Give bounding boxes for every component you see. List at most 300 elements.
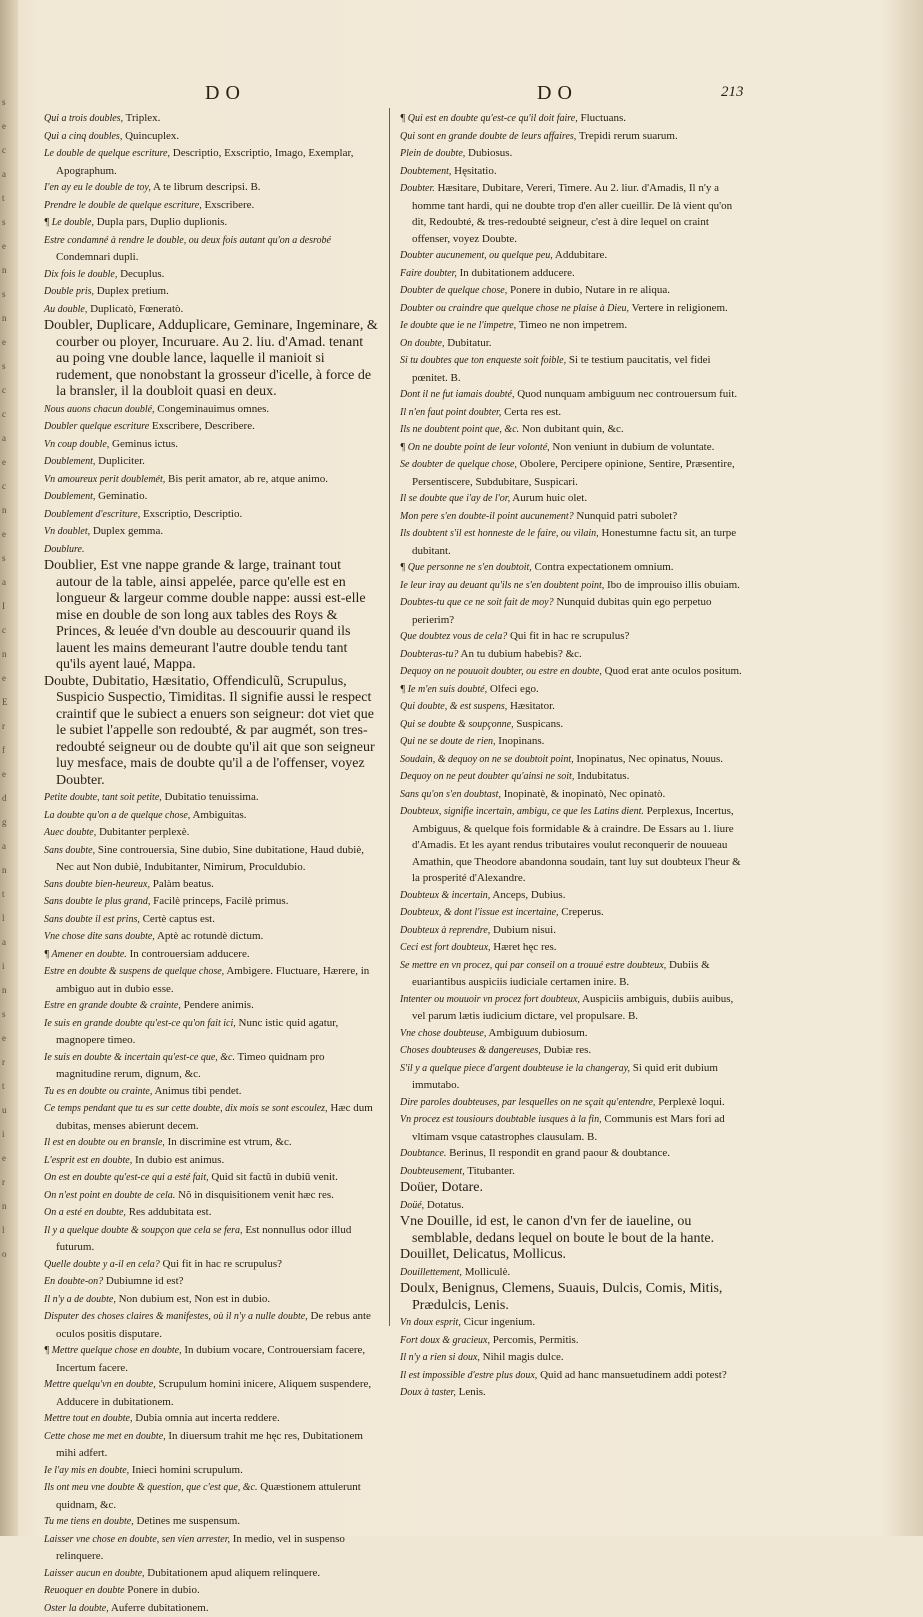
dictionary-entry [400,559,748,577]
entry-latin: Nunc istic quid agatur, magnopere timeo. [56,1017,338,1047]
entry-french: Plein de doubte, [400,148,465,159]
entry-french: Il est en doubte ou en bransle, [44,1137,165,1148]
entry-latin: Pendere animis. [184,999,254,1011]
entry-french: En doubte-on? [44,1276,103,1287]
entry-latin: Ibo de improuiso illis obuiam. [607,579,740,591]
margin-fragment: s [2,546,18,570]
entry-french: Il n'y a rien si doux, [400,1352,480,1363]
margin-fragment: n [2,258,18,282]
entry-french: Doüé, [400,1200,424,1211]
margin-fragment: e [2,330,18,354]
entry-french: Doubteux & incertain, [400,890,490,901]
entry-french: Ils ont meu vne doubte & question, que c'est que, &c. [44,1482,257,1493]
entry-latin: Ambiguitas. [192,809,246,821]
entry-french: Dire paroles doubteuses, par lesquelles on ne sçait qu'entendre, [400,1097,655,1108]
entry-latin: Ambiguum dubiosum. [489,1027,588,1039]
entry-french: ¶ Que personne ne s'en doubtoit, [400,562,532,573]
entry-latin: Qui fit in hac re scrupulus? [163,1258,282,1270]
entry-french: ¶ Ie m'en suis doubté, [400,684,487,695]
margin-fragment: r [2,714,18,738]
margin-fragment: e [2,1026,18,1050]
dictionary-entry [400,887,748,905]
dictionary-entry [400,803,748,887]
entry-latin: Bis perit amator, ab re, atque animo. [168,473,328,485]
entry-latin: Timeo ne non impetrem. [519,319,627,331]
margin-fragment: a [2,426,18,450]
entry-latin: Obolere, Percipere opinione, Sentire, Præsentire, Persentiscere, Subdubitare, Suspicari. [412,458,735,488]
entry-french: Il n'en faut point doubter, [400,407,501,418]
entry-french: Quelle doubte y a-il en cela? [44,1259,160,1270]
entry-latin: In dubitationem adducere. [460,267,575,279]
entry-french: La doubte qu'on a de quelque chose, [44,810,190,821]
entry-french: Il se doubte que i'ay de l'or, [400,493,510,504]
entry-french: Auec doubte, [44,827,96,838]
entry-latin: Inopinans. [498,735,544,747]
entry-french: Petite doubte, tant soit petite, [44,792,162,803]
entry-french: Sans qu'on s'en doubtast, [400,789,501,800]
entry-latin: Exscriptio, Descriptio. [143,508,242,520]
dictionary-entry [44,807,379,825]
dictionary-entry [44,928,379,946]
entry-latin: Non veniunt in dubium de voluntate. [552,441,714,453]
dictionary-entry [44,1582,379,1600]
entry-french: Doublure. [44,544,84,555]
margin-fragment: e [2,450,18,474]
entry-latin: Dubia omnia aut incerta reddere. [135,1412,279,1424]
entry-french: Estre en grande doubte & crainte, [44,1000,181,1011]
entry-french: Sans doubte il est prins, [44,914,140,925]
margin-fragment: c [2,474,18,498]
entry-latin: Hæret hęc res. [493,941,556,953]
entry-french: Doublement, [44,491,95,502]
entry-french: Sans doubte le plus grand, [44,896,150,907]
entry-latin: Ponere in dubio. [127,1584,199,1596]
entry-latin: Si quid erit dubium immutabo. [412,1062,718,1092]
entry-latin: Indubitatus. [577,770,629,782]
dictionary-entry [44,824,379,842]
running-head-left: DO [205,82,246,105]
entry-french: Doubteras-tu? [400,649,458,660]
dictionary-entry [400,456,748,490]
entry-french: Dequoy on ne peut doubter qu'ainsi ne soit, [400,771,574,782]
entry-latin: Geminus ictus. [112,438,178,450]
entry-latin: Ambigere. Fluctuare, Hærere, in ambiguo aut in dubio esse. [56,965,369,995]
margin-fragment: n [2,498,18,522]
margin-fragment: e [2,1146,18,1170]
dictionary-entry [44,1428,379,1462]
dictionary-entry [400,1332,748,1350]
dictionary-column-right [400,110,748,1325]
dictionary-entry [400,439,748,457]
dictionary-entry [400,404,748,422]
entry-latin: Dubiæ res. [543,1044,591,1056]
margin-fragment: u [2,1098,18,1122]
dictionary-entry [400,1060,748,1094]
dictionary-entry [400,110,748,128]
entry-french: Tu es en doubte ou crainte, [44,1086,152,1097]
entry-latin: Nunquid dubitas quin ego perpetuo perierim? [412,596,712,626]
margin-fragment: r [2,1050,18,1074]
entry-latin: Nõ in disquisitionem venit hæc res. [178,1189,334,1201]
margin-fragment: s [2,354,18,378]
entry-french: Laisser vne chose en doubte, sen vien arrester, [44,1534,230,1545]
entry-french: Dequoy on ne pouuoit doubter, ou estre en doubte, [400,666,602,677]
dictionary-entry [400,1264,748,1282]
entry-latin: In discrimine est vtrum, &c. [168,1136,292,1148]
entry-latin: Duplicatò, Fœneratò. [90,303,183,315]
dictionary-entry [400,282,748,300]
entry-latin: Exscribere. [204,199,254,211]
entry-french: Vn coup double, [44,439,109,450]
entry-french: Qui sont en grande doubte de leurs affaires, [400,131,576,142]
margin-fragment: s [2,210,18,234]
entry-french: ¶ Amener en doubte. [44,949,127,960]
dictionary-entry [400,681,748,699]
entry-french: Fort doux & gracieux, [400,1335,490,1346]
margin-fragment: i [2,1122,18,1146]
dictionary-entry [400,698,748,716]
entry-latin: Duplex gemma. [93,525,163,537]
dictionary-entry [44,997,379,1015]
dictionary-entry [400,508,748,526]
entry-latin: Quincuplex. [125,130,179,142]
dictionary-entry [44,266,379,284]
dictionary-entry [400,1025,748,1043]
entry-french: Doubtement, [400,166,451,177]
dictionary-entry [44,1565,379,1583]
entry-french: Il est impossible d'estre plus doux, [400,1370,537,1381]
dictionary-entry [44,1204,379,1222]
dictionary-entry [400,421,748,439]
margin-fragment: a [2,930,18,954]
margin-fragment: a [2,570,18,594]
dictionary-entry [44,1187,379,1205]
dictionary-entry [44,893,379,911]
entry-french: Dont il ne fut iamais doubté, [400,389,514,400]
entry-french: Douillettement, [400,1267,462,1278]
entry-french: Ie suis en doubte & incertain qu'est-ce que, &c. [44,1052,235,1063]
entry-french: Doubter aucunement, ou quelque peu, [400,250,553,261]
dictionary-entry [400,247,748,265]
entry-french: I'en ay eu le double de toy, [44,182,151,193]
dictionary-entry [44,453,379,471]
margin-fragment: r [2,1170,18,1194]
entry-french: Doubteux, & dont l'issue est incertaine, [400,907,559,918]
dictionary-entry [400,317,748,335]
dictionary-entry [400,751,748,769]
entry-latin: Condemnari dupli. [56,251,139,263]
margin-fragment: t [2,186,18,210]
entry-latin: Perplexus, Incertus, Ambiguus, & quelque fois formidable & à craindre. De Essars au 1. liure d'Amadis. Et les ayant rendus tributaires voulut reconquerir de nouueau Amathin, que Theodore abandonna soudain, tant luy sut doubteux l'heur & la prosperité d'Alexandre. [412,805,741,884]
entry-french: L'esprit est en doubte, [44,1155,132,1166]
entry-french: Vn doublet, [44,526,90,537]
dictionary-entry [44,471,379,489]
entry-french: Vn procez est tousiours doubtable iusques à la fin, [400,1114,602,1125]
dictionary-entry [44,789,379,807]
dictionary-entry [44,418,379,436]
entry-french: Que doubtez vous de cela? [400,631,507,642]
dictionary-entry [400,1094,748,1112]
margin-fragment: o [2,1242,18,1266]
dictionary-entry [400,663,748,681]
entry-latin: Timeo quidnam pro magnitudine rerum, dignum, &c. [56,1051,325,1081]
dictionary-entry [44,946,379,964]
entry-french: Sans doubte, [44,845,95,856]
entry-latin: Titubanter. [467,1165,515,1177]
margin-fragment: a [2,162,18,186]
dictionary-entry [400,1180,748,1197]
entry-french: Sans doubte bien-heureux, [44,879,150,890]
entry-french: Vne chose doubteuse, [400,1028,486,1039]
entry-latin: An tu dubium habebis? &c. [461,648,582,660]
margin-fragment: E [2,690,18,714]
dictionary-entry [400,128,748,146]
entry-french: Doubter de quelque chose, [400,285,507,296]
entry-latin: Inieci homini scrupulum. [132,1464,243,1476]
dictionary-entry [44,842,379,876]
dictionary-entry [400,1145,748,1163]
entry-french: Doubteux à reprendre, [400,925,490,936]
entry-french: Ie leur iray au deuant qu'ils ne s'en doubtent point, [400,580,604,591]
entry-latin: Dubitationem apud aliquem relinquere. [147,1567,320,1579]
entry-latin: Hæsitator. [510,700,555,712]
margin-fragment: i [2,954,18,978]
dictionary-entry [400,1349,748,1367]
dictionary-entry [400,768,748,786]
dictionary-entry [44,1049,379,1083]
dictionary-entry [400,991,748,1025]
entry-french: Se doubter de quelque chose, [400,459,517,470]
entry-french: Vn amoureux perit doublemét, [44,474,165,485]
entry-latin: Doulx, Benignus, Clemens, Suauis, Dulcis, Comis, Mitis, Prædulcis, Lenis. [400,1281,722,1313]
dictionary-entry [44,1308,379,1342]
entry-french: Doubter. [400,183,435,194]
dictionary-entry [400,939,748,957]
dictionary-entry [44,1222,379,1256]
entry-latin: In dubium vocare, Controuersiam facere, Incertum facere. [56,1344,365,1374]
entry-french: Qui a cinq doubles, [44,131,122,142]
dictionary-entry [400,1247,748,1264]
dictionary-entry [400,733,748,751]
entry-latin: A te librum descripsi. B. [153,181,261,193]
entry-french: ¶ Qui est en doubte qu'est-ce qu'il doit faire, [400,113,578,124]
entry-french: Doublement d'escriture, [44,509,140,520]
entry-latin: Berinus, Il respondit en grand paour & doubtance. [449,1147,670,1159]
dictionary-entry [400,300,748,318]
entry-latin: Hæsitare, Dubitare, Vereri, Timere. Au 2. liur. d'Amadis, Il n'y a homme tant hardi, qui ne doubte trop d'en aller cueillir. De là vient qu'on dit, Redoubté, & tres-redoubté seigneur, c'est à dire lequel on craint offenser, voyez Doubte. [412,182,732,245]
entry-french: S'il y a quelque piece d'argent doubteuse ie la changeray, [400,1063,630,1074]
dictionary-column-left [44,110,379,1325]
entry-french: Dix fois le double, [44,269,117,280]
margin-fragment: s [2,1002,18,1026]
entry-latin: Certè captus est. [143,913,215,925]
entry-latin: Aurum huic olet. [512,492,587,504]
entry-french: On est en doubte qu'est-ce qui a esté fait, [44,1172,209,1183]
entry-latin: Doubte, Dubitatio, Hæsitatio, Offendiculũ, Scrupulus, Suspicio Suspectio, Timiditas. Il signifie aussi le respect craintif que le subiect a enuers son seigneur: dot viet que le subiet l'appelle son redoubté, & par augmét, son tres-redoubté seigneur ou de doubte qu'il ait que son seigneur luy mesface, mais de doubte qu'il a de l'offenser, voyez Doubter. [44,674,375,788]
entry-french: Mettre tout en doubte, [44,1413,133,1424]
dictionary-entry [44,283,379,301]
running-head-right: DO [537,82,578,105]
dictionary-entry [44,1134,379,1152]
dictionary-entry [44,1100,379,1134]
entry-latin: Duplex pretium. [97,285,169,297]
dictionary-entry [44,1410,379,1428]
entry-french: Le double de quelque escriture, [44,148,170,159]
page-edge-shadow [883,0,923,1536]
entry-french: Laisser aucun en doubte, [44,1568,145,1579]
page-number: 213 [721,84,744,101]
dictionary-entry [400,716,748,734]
entry-latin: Congeminauimus omnes. [157,403,269,415]
dictionary-entry [44,1169,379,1187]
dictionary-entry [44,401,379,419]
entry-french: Nous auons chacun doublé, [44,404,155,415]
margin-fragment: e [2,666,18,690]
entry-french: Reuoquer en doubte [44,1585,125,1596]
entry-french: Qui a trois doubles, [44,113,123,124]
margin-fragment: e [2,114,18,138]
entry-french: Qui ne se doute de rien, [400,736,496,747]
entry-latin: Certa res est. [504,406,561,418]
entry-french: Choses doubteuses & dangereuses, [400,1045,541,1056]
entry-latin: Lenis. [459,1386,486,1398]
entry-latin: Perplexè loqui. [658,1096,725,1108]
entry-french: Disputer des choses claires & manifestes, où il n'y a nulle doubte, [44,1311,308,1322]
entry-french: On a esté en doubte, [44,1207,126,1218]
entry-latin: Quod nunquam ambiguum nec controuersum fuit. [517,388,737,400]
dictionary-entry [44,1256,379,1274]
entry-latin: Communis est Mars fori ad vltimam vsque catastrophes clausulam. B. [412,1113,725,1143]
margin-fragment: d [2,786,18,810]
entry-latin: Doublier, Est vne nappe grande & large, trainant tout autour de la table, ainsi appelée, parce qu'elle est en longueur & largeur comme double nappe: aussi est-elle mise en double de son long aux tables des Roys & Princes, & leuée d'vn double au descouurir quand ils lauent les mains demeurant l'autre double tendu tant qu'ils ayent laué, Mappa. [44,558,366,672]
margin-fragment: c [2,402,18,426]
dictionary-entry [44,1531,379,1565]
entry-latin: Contra expectationem omnium. [535,561,674,573]
dictionary-entry [44,110,379,128]
dictionary-entry [44,1083,379,1101]
entry-french: ¶ Le double, [44,217,94,228]
entry-latin: Non dubitant quin, &c. [522,423,624,435]
entry-french: Doubler quelque escriture [44,421,149,432]
entry-french: Estre condamné à rendre le double, ou deux fois autant qu'on a desrobé [44,235,331,246]
entry-french: Vn doux esprit, [400,1317,461,1328]
dictionary-entry [44,1600,379,1617]
entry-latin: Dubiosus. [468,147,512,159]
entry-french: Cette chose me met en doubte, [44,1431,166,1442]
dictionary-entry [44,541,379,559]
dictionary-entry [400,163,748,181]
dictionary-entry [44,145,379,179]
entry-latin: Decuplus. [120,268,164,280]
margin-fragment: e [2,762,18,786]
entry-latin: Sine controuersia, Sine dubio, Sine dubitatione, Haud dubiè, Nec aut Non dubiè, Indubitanter, Nimirum, Proculdubio. [56,844,364,874]
entry-french: Mettre quelqu'vn en doubte, [44,1379,156,1390]
dictionary-entry [44,506,379,524]
dictionary-entry [44,436,379,454]
entry-latin: Triplex. [126,112,161,124]
margin-fragment: n [2,858,18,882]
dictionary-entry [44,1376,379,1410]
entry-latin: Quod erat ante oculos positum. [605,665,742,677]
entry-latin: Dubitatur. [447,337,491,349]
entry-latin: Geminatio. [98,490,147,502]
entry-french: Doubtance. [400,1148,446,1159]
dictionary-entry [400,1281,748,1314]
entry-latin: Est nonnullus odor illud futurum. [56,1224,351,1254]
entry-french: Il y a quelque doubte & soupçon que cela se fera, [44,1225,243,1236]
margin-fragment: c [2,138,18,162]
entry-french: Doubteux, signifie incertain, ambigu, ce que les Latins dient. [400,806,644,817]
entry-latin: Res addubitata est. [129,1206,212,1218]
dictionary-entry [44,876,379,894]
entry-french: On n'est point en doubte de cela. [44,1190,175,1201]
dictionary-entry [44,318,379,401]
entry-french: Vne chose dite sans doubte, [44,931,155,942]
entry-latin: Facilè princeps, Facilè primus. [153,895,288,907]
dictionary-entry [44,1462,379,1480]
entry-french: Soudain, & dequoy on ne se doubtoit point, [400,754,574,765]
entry-french: Ce temps pendant que tu es sur cette doubte, dix mois se sont escoulez, [44,1103,328,1114]
entry-latin: Dubiumne id est? [106,1275,184,1287]
entry-french: Tu me tiens en doubte, [44,1516,134,1527]
dictionary-entry [400,594,748,628]
entry-latin: Animus tibi pendet. [154,1085,241,1097]
dictionary-entry [400,922,748,940]
entry-latin: Olfeci ego. [490,683,539,695]
entry-french: Ils ne doubtent point que, &c. [400,424,519,435]
margin-fragment: n [2,1194,18,1218]
dictionary-entry [44,963,379,997]
dictionary-entry [400,904,748,922]
dictionary-entry [44,197,379,215]
entry-latin: Quid ad hanc mansuetudinem addi potest? [540,1369,727,1381]
dictionary-entry [400,145,748,163]
column-divider [389,108,390,1326]
entry-french: Doux à taster, [400,1387,456,1398]
entry-latin: Quid sit factũ in dubiũ venit. [211,1171,337,1183]
dictionary-entry [44,301,379,319]
dictionary-entry [400,628,748,646]
entry-latin: Suspicans. [516,718,563,730]
entry-latin: Percomis, Permitis. [493,1334,579,1346]
dictionary-entry [44,674,379,790]
dictionary-entry [44,488,379,506]
entry-latin: Dubitatio tenuissima. [165,791,259,803]
margin-fragment: e [2,234,18,258]
entry-latin: Inopinatè, & inopinatò, Nec opinatò. [504,788,666,800]
entry-latin: Cicur ingenium. [464,1316,536,1328]
entry-french: Doublement, [44,456,95,467]
dictionary-entry [44,1273,379,1291]
entry-french: Doubtes-tu que ce ne soit fait de moy? [400,597,554,608]
dictionary-entry [44,558,379,674]
margin-fragment: n [2,642,18,666]
margin-fragment: c [2,618,18,642]
dictionary-entry [400,180,748,247]
margin-fragment: f [2,738,18,762]
dictionary-entry [400,525,748,559]
dictionary-entry [44,1291,379,1309]
entry-french: Doubteusement, [400,1166,465,1177]
margin-fragment: s [2,90,18,114]
entry-french: Au double, [44,304,87,315]
margin-fragment: t [2,1074,18,1098]
entry-latin: Douillet, Delicatus, Mollicus. [400,1247,566,1262]
dictionary-entry [44,1479,379,1513]
entry-french: Estre en doubte & suspens de quelque chose, [44,966,224,977]
dictionary-entry [400,786,748,804]
entry-latin: Palàm beatus. [153,878,214,890]
